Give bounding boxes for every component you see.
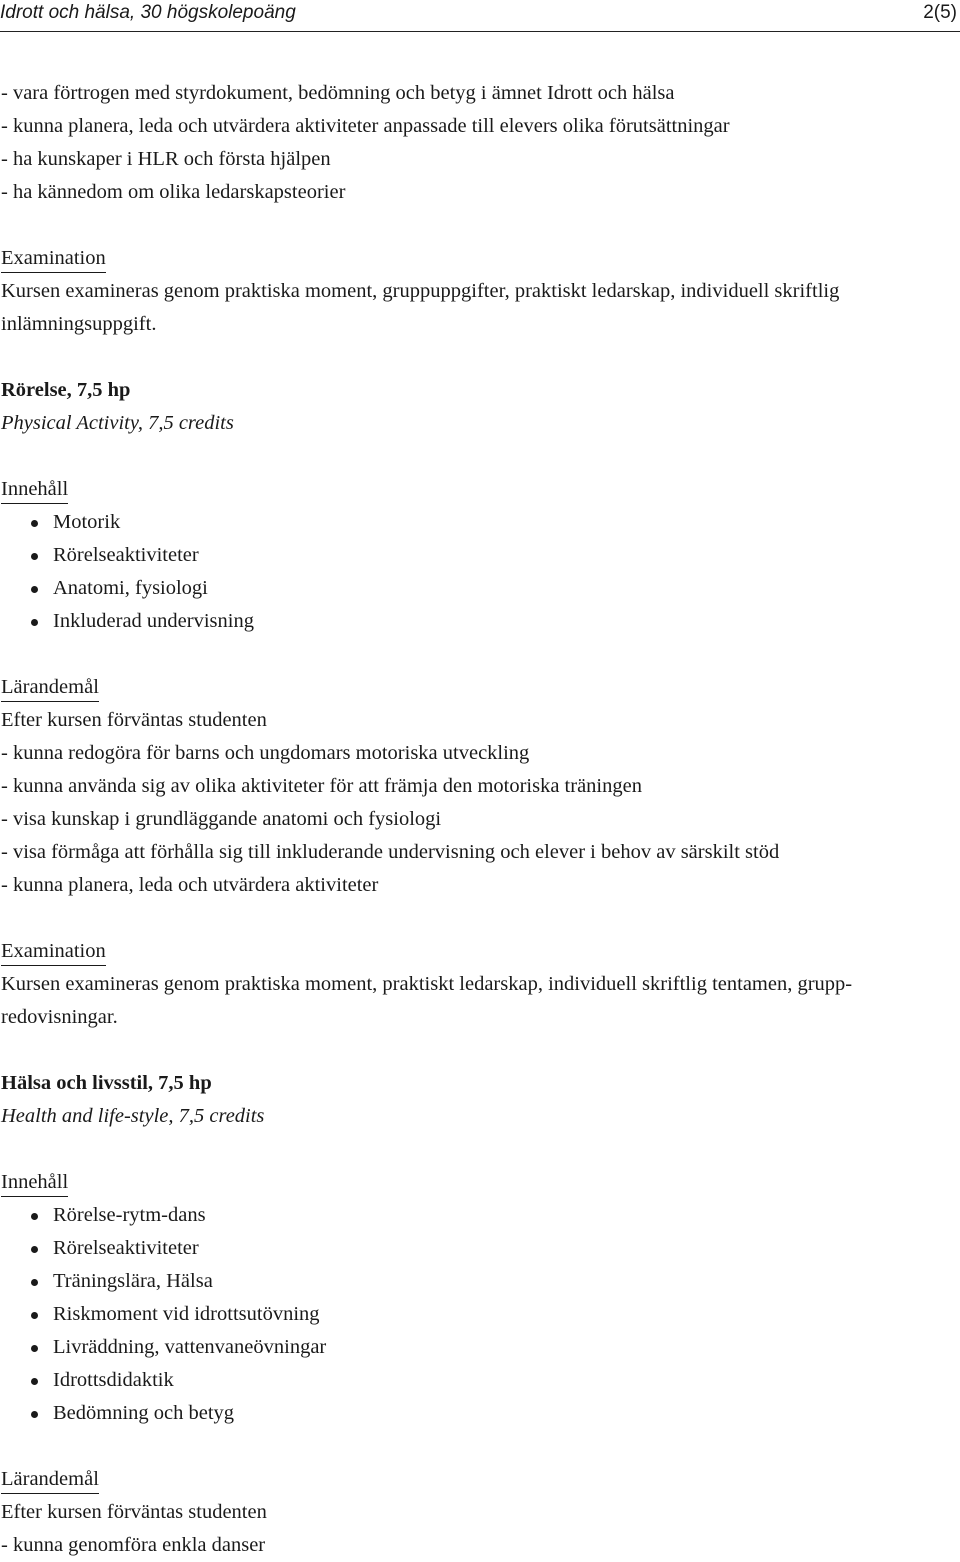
page-number: 2(5) (923, 2, 957, 23)
bullet-icon (31, 1279, 38, 1286)
goal-line: - visa förmåga att förhålla sig till inkluderande undervisning och elever i behov av särskilt stöd (1, 841, 780, 863)
list-item: Rörelse-rytm-dans (1, 1199, 951, 1232)
bullet-icon (31, 1411, 38, 1418)
goal-line: - ha kännedom om olika ledarskapsteorier (1, 181, 346, 203)
list-item: Idrottsdidaktik (1, 1364, 951, 1397)
goal-line: - kunna planera, leda och utvärdera aktiviteter anpassade till elevers olika förutsättningar (1, 115, 730, 137)
examination-heading: Examination (1, 935, 951, 968)
course-title: Rörelse, 7,5 hp (1, 379, 131, 401)
page-header (0, 0, 960, 26)
list-item: Bedömning och betyg (1, 1397, 951, 1430)
examination-text: Kursen examineras genom praktiska moment, gruppuppgifter, praktiskt ledarskap, individuell skriftlig (1, 280, 840, 302)
course-subtitle: Physical Activity, 7,5 credits (1, 412, 234, 434)
goals-heading: Lärandemål (1, 1463, 951, 1496)
goals-heading: Lärandemål (1, 671, 951, 704)
list-item: Anatomi, fysiologi (1, 572, 951, 605)
document-title: Idrott och hälsa, 30 högskolepoäng (0, 2, 296, 23)
bullet-icon (31, 1312, 38, 1319)
bullet-icon (31, 586, 38, 593)
intro-goals (1, 77, 951, 209)
goals-intro: Efter kursen förväntas studenten (1, 1501, 267, 1523)
bullet-icon (31, 520, 38, 527)
goal-line: - kunna genomföra enkla danser (1, 1534, 266, 1556)
goal-line: - visa kunskap i grundläggande anatomi och fysiologi (1, 808, 442, 830)
goal-line: - kunna planera, leda och utvärdera aktiviteter (1, 874, 379, 896)
list-item: Riskmoment vid idrottsutövning (1, 1298, 951, 1331)
goal-line: - kunna använda sig av olika aktiviteter för att främja den motoriska träningen (1, 775, 642, 797)
document-body (1, 77, 951, 1562)
header-divider (0, 31, 960, 32)
list-item: Rörelseaktiviteter (1, 1232, 951, 1265)
content-heading: Innehåll (1, 473, 951, 506)
list-item: Motorik (1, 506, 951, 539)
course-title: Hälsa och livsstil, 7,5 hp (1, 1072, 212, 1094)
bullet-icon (31, 1213, 38, 1220)
content-list (1, 1199, 951, 1430)
examination-heading: Examination (1, 242, 951, 275)
content-heading: Innehåll (1, 1166, 951, 1199)
examination-text: inlämningsuppgift. (1, 313, 157, 335)
goals-intro: Efter kursen förväntas studenten (1, 709, 267, 731)
list-item: Inkluderad undervisning (1, 605, 951, 638)
bullet-icon (31, 1246, 38, 1253)
bullet-icon (31, 1345, 38, 1352)
bullet-icon (31, 553, 38, 560)
list-item: Träningslära, Hälsa (1, 1265, 951, 1298)
content-list (1, 506, 951, 638)
course-subtitle: Health and life-style, 7,5 credits (1, 1105, 265, 1127)
bullet-icon (31, 619, 38, 626)
goal-line: - ha kunskaper i HLR och första hjälpen (1, 148, 331, 170)
goal-line: - vara förtrogen med styrdokument, bedömning och betyg i ämnet Idrott och hälsa (1, 82, 675, 104)
examination-text: Kursen examineras genom praktiska moment, praktiskt ledarskap, individuell skriftlig tentamen, grupp- (1, 973, 853, 995)
examination-text: redovisningar. (1, 1006, 118, 1028)
goal-line: - kunna redogöra för barns och ungdomars motoriska utveckling (1, 742, 530, 764)
bullet-icon (31, 1378, 38, 1385)
list-item: Rörelseaktiviteter (1, 539, 951, 572)
list-item: Livräddning, vattenvaneövningar (1, 1331, 951, 1364)
